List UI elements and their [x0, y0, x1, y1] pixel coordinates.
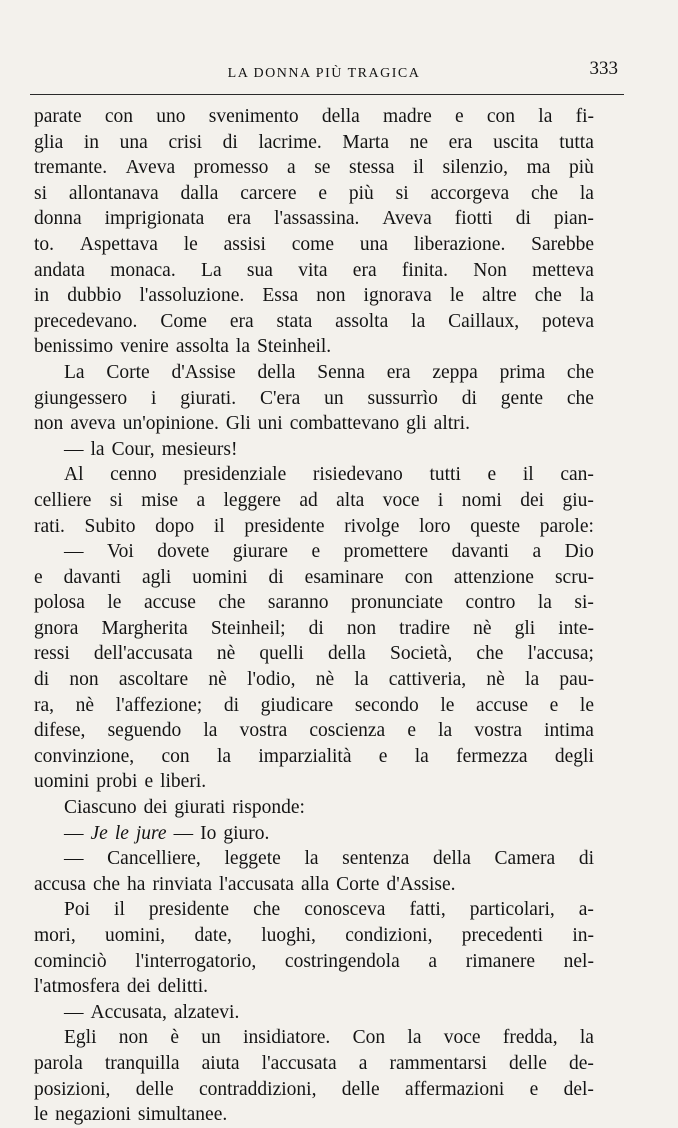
text-line: posizioni, delle contraddizioni, delle affermazioni e del-	[34, 1078, 594, 1100]
text-line: giungessero i giurati. C'era un sussurrìo di gente che	[34, 387, 594, 409]
text-line: precedevano. Come era stata assolta la Caillaux, poteva	[34, 310, 594, 332]
text-line: rati. Subito dopo il presidente rivolge loro queste parole:	[34, 515, 594, 537]
text-line: — Accusata, alzatevi.	[64, 1001, 240, 1023]
text-line: Al cenno presidenziale risiedevano tutti e il can-	[64, 464, 594, 486]
text-line: parola tranquilla aiuta l'accusata a rammentarsi delle de-	[34, 1052, 594, 1074]
text-line: donna imprigionata era l'assassina. Aveva fiotti di pian-	[34, 208, 594, 230]
text-line: benissimo venire assolta la Steinheil.	[34, 336, 332, 358]
running-head: LA DONNA PIÙ TRAGICA	[227, 66, 421, 81]
text-line: e davanti agli uomini di esaminare con attenzione scru-	[34, 566, 594, 588]
text-line: accusa che ha rinviata l'accusata alla Corte d'Assise.	[34, 873, 456, 895]
text-line: — Cancelliere, leggete la sentenza della Camera di	[64, 848, 594, 870]
text-line: celliere si mise a leggere ad alta voce i nomi dei giu-	[34, 489, 594, 511]
text-line: in dubbio l'assoluzione. Essa non ignorava le altre che la	[34, 285, 594, 307]
text-line: — Je le jure — Io giuro.	[64, 822, 270, 844]
text-line: cominciò l'interrogatorio, costringendola a rimanere nel-	[34, 950, 594, 972]
text-line: si allontanava dalla carcere e più si accorgeva che la	[34, 182, 594, 204]
text-line: Ciascuno dei giurati risponde:	[64, 797, 305, 819]
page-header	[30, 56, 618, 90]
text-line: di non ascoltare nè l'odio, nè la cattiveria, nè la pau-	[34, 669, 594, 691]
text-line: convinzione, con la imparzialità e la fermezza degli	[34, 745, 594, 767]
body-text	[34, 104, 594, 1128]
text-line: polosa le accuse che saranno pronunciate contro la si-	[34, 592, 594, 614]
text-line: — la Cour, mesieurs!	[64, 438, 238, 460]
text-line: l'atmosfera dei delitti.	[34, 976, 209, 998]
text-line: Egli non è un insidiatore. Con la voce fredda, la	[64, 1027, 594, 1049]
text-line: parate con uno svenimento della madre e con la fi-	[34, 106, 594, 127]
text-line: glia in una crisi di lacrime. Marta ne era uscita tutta	[34, 131, 594, 153]
text-line: mori, uomini, date, luoghi, condizioni, precedenti in-	[34, 925, 594, 946]
text-line: uomini probi e liberi.	[34, 771, 207, 793]
text-line: ra, nè l'affezione; di giudicare secondo le accuse e le	[34, 694, 594, 716]
text-line: tremante. Aveva promesso a se stessa il silenzio, ma più	[34, 157, 594, 179]
page-number: 333	[589, 58, 618, 79]
text-line: le negazioni simultanee.	[34, 1104, 228, 1126]
text-line: La Corte d'Assise della Senna era zeppa prima che	[64, 361, 594, 383]
text-line: non aveva un'opinione. Gli uni combattevano gli altri.	[34, 413, 470, 435]
header-rule	[30, 94, 624, 95]
text-line: to. Aspettava le assisi come una liberazione. Sarebbe	[34, 233, 594, 255]
text-line: — Voi dovete giurare e promettere davanti a Dio	[64, 541, 594, 563]
text-line: gnora Margherita Steinheil; di non tradire nè gli inte-	[34, 617, 594, 639]
text-line: difese, seguendo la vostra coscienza e la vostra intima	[34, 720, 594, 742]
text-line: andata monaca. La sua vita era finita. Non metteva	[34, 259, 594, 281]
text-line: Poi il presidente che conosceva fatti, particolari, a-	[64, 899, 594, 921]
text-line: ressi dell'accusata nè quelli della Società, che l'accusa;	[34, 643, 594, 665]
